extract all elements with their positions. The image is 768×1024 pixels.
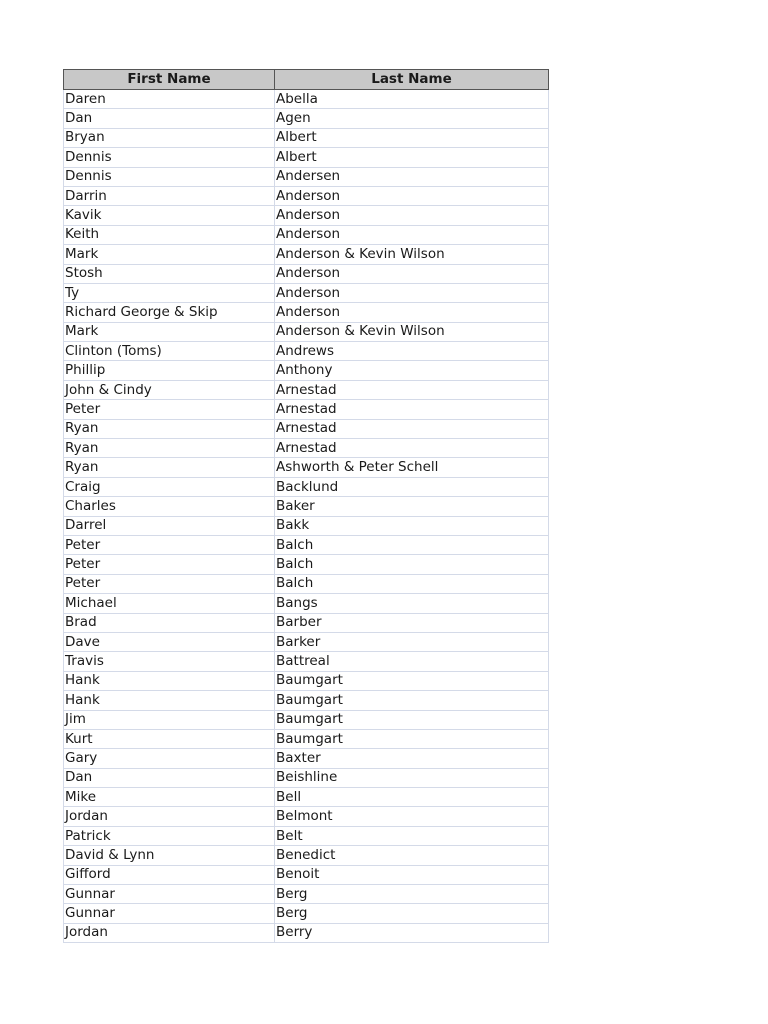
last-name-cell: Beishline xyxy=(275,768,549,787)
table-row xyxy=(64,380,549,399)
first-name-cell: Travis xyxy=(64,652,275,671)
names-table xyxy=(63,69,549,943)
last-name-cell: Baumgart xyxy=(275,691,549,710)
first-name-cell: Gifford xyxy=(64,865,275,884)
last-name-cell: Anderson & Kevin Wilson xyxy=(275,245,549,264)
table-row xyxy=(64,90,549,109)
table-row xyxy=(64,148,549,167)
first-name-cell: Ty xyxy=(64,283,275,302)
table-row xyxy=(64,167,549,186)
table-row xyxy=(64,186,549,205)
table-row xyxy=(64,807,549,826)
first-name-cell: Peter xyxy=(64,555,275,574)
last-name-cell: Baumgart xyxy=(275,729,549,748)
last-name-cell: Bakk xyxy=(275,516,549,535)
table-row xyxy=(64,574,549,593)
first-name-cell: Mark xyxy=(64,245,275,264)
table-row xyxy=(64,865,549,884)
table-row xyxy=(64,264,549,283)
last-name-cell: Anthony xyxy=(275,361,549,380)
last-name-cell: Anderson xyxy=(275,186,549,205)
table-row xyxy=(64,303,549,322)
last-name-cell: Belmont xyxy=(275,807,549,826)
last-name-cell: Belt xyxy=(275,826,549,845)
table-row xyxy=(64,729,549,748)
first-name-cell: Dan xyxy=(64,109,275,128)
first-name-cell: Daren xyxy=(64,90,275,109)
last-name-cell: Anderson xyxy=(275,303,549,322)
table-row xyxy=(64,400,549,419)
table-row xyxy=(64,225,549,244)
last-name-cell: Arnestad xyxy=(275,400,549,419)
last-name-cell: Agen xyxy=(275,109,549,128)
first-name-cell: Michael xyxy=(64,594,275,613)
table-row xyxy=(64,206,549,225)
last-name-cell: Arnestad xyxy=(275,419,549,438)
last-name-cell: Balch xyxy=(275,574,549,593)
last-name-cell: Barker xyxy=(275,632,549,651)
first-name-cell: Keith xyxy=(64,225,275,244)
first-name-cell: Ryan xyxy=(64,439,275,458)
table-row xyxy=(64,613,549,632)
first-name-cell: Dennis xyxy=(64,148,275,167)
last-name-cell: Anderson xyxy=(275,283,549,302)
table-row xyxy=(64,283,549,302)
first-name-cell: Jordan xyxy=(64,807,275,826)
last-name-cell: Berg xyxy=(275,904,549,923)
first-name-cell: Clinton (Toms) xyxy=(64,342,275,361)
first-name-cell: Bryan xyxy=(64,128,275,147)
table-header xyxy=(64,70,549,90)
table-row xyxy=(64,245,549,264)
first-name-cell: John & Cindy xyxy=(64,380,275,399)
first-name-cell: Charles xyxy=(64,497,275,516)
last-name-cell: Benedict xyxy=(275,846,549,865)
last-name-cell: Anderson xyxy=(275,206,549,225)
table-row xyxy=(64,477,549,496)
last-name-cell: Balch xyxy=(275,535,549,554)
table-row xyxy=(64,128,549,147)
table-row xyxy=(64,826,549,845)
table-row xyxy=(64,516,549,535)
table-row xyxy=(64,594,549,613)
last-name-cell: Balch xyxy=(275,555,549,574)
last-name-cell: Ashworth & Peter Schell xyxy=(275,458,549,477)
last-name-cell: Backlund xyxy=(275,477,549,496)
first-name-header: First Name xyxy=(64,70,275,90)
last-name-cell: Albert xyxy=(275,148,549,167)
last-name-cell: Barber xyxy=(275,613,549,632)
first-name-cell: Peter xyxy=(64,574,275,593)
last-name-cell: Arnestad xyxy=(275,380,549,399)
table-row xyxy=(64,885,549,904)
first-name-cell: Ryan xyxy=(64,458,275,477)
table-row xyxy=(64,768,549,787)
table-row xyxy=(64,652,549,671)
first-name-cell: Craig xyxy=(64,477,275,496)
last-name-cell: Bangs xyxy=(275,594,549,613)
table-row xyxy=(64,710,549,729)
last-name-cell: Anderson xyxy=(275,264,549,283)
first-name-cell: Dan xyxy=(64,768,275,787)
last-name-cell: Battreal xyxy=(275,652,549,671)
first-name-cell: Mike xyxy=(64,788,275,807)
first-name-cell: Hank xyxy=(64,671,275,690)
last-name-cell: Anderson & Kevin Wilson xyxy=(275,322,549,341)
first-name-cell: Kurt xyxy=(64,729,275,748)
last-name-cell: Baker xyxy=(275,497,549,516)
header-row xyxy=(64,70,549,90)
first-name-cell: Dave xyxy=(64,632,275,651)
last-name-cell: Berg xyxy=(275,885,549,904)
first-name-cell: Stosh xyxy=(64,264,275,283)
table-row xyxy=(64,439,549,458)
table-row xyxy=(64,632,549,651)
table-row xyxy=(64,691,549,710)
table-row xyxy=(64,555,549,574)
table-body xyxy=(64,90,549,943)
first-name-cell: Ryan xyxy=(64,419,275,438)
table-row xyxy=(64,904,549,923)
table-row xyxy=(64,671,549,690)
last-name-cell: Arnestad xyxy=(275,439,549,458)
table-row xyxy=(64,342,549,361)
table-row xyxy=(64,788,549,807)
first-name-cell: Brad xyxy=(64,613,275,632)
last-name-cell: Baumgart xyxy=(275,671,549,690)
table-row xyxy=(64,458,549,477)
last-name-cell: Andersen xyxy=(275,167,549,186)
first-name-cell: Darrin xyxy=(64,186,275,205)
first-name-cell: Kavik xyxy=(64,206,275,225)
first-name-cell: Richard George & Skip xyxy=(64,303,275,322)
first-name-cell: Hank xyxy=(64,691,275,710)
table-row xyxy=(64,109,549,128)
first-name-cell: Peter xyxy=(64,400,275,419)
last-name-cell: Anderson xyxy=(275,225,549,244)
last-name-cell: Benoit xyxy=(275,865,549,884)
table-row xyxy=(64,322,549,341)
last-name-cell: Berry xyxy=(275,923,549,942)
table-row xyxy=(64,419,549,438)
last-name-header: Last Name xyxy=(275,70,549,90)
table-row xyxy=(64,846,549,865)
first-name-cell: Jim xyxy=(64,710,275,729)
first-name-cell: Mark xyxy=(64,322,275,341)
table-row xyxy=(64,923,549,942)
first-name-cell: Peter xyxy=(64,535,275,554)
last-name-cell: Bell xyxy=(275,788,549,807)
last-name-cell: Albert xyxy=(275,128,549,147)
first-name-cell: Gunnar xyxy=(64,885,275,904)
last-name-cell: Baxter xyxy=(275,749,549,768)
first-name-cell: Dennis xyxy=(64,167,275,186)
table-row xyxy=(64,361,549,380)
first-name-cell: Phillip xyxy=(64,361,275,380)
last-name-cell: Andrews xyxy=(275,342,549,361)
table-row xyxy=(64,749,549,768)
first-name-cell: Darrel xyxy=(64,516,275,535)
first-name-cell: Patrick xyxy=(64,826,275,845)
table-row xyxy=(64,497,549,516)
first-name-cell: Jordan xyxy=(64,923,275,942)
table-row xyxy=(64,535,549,554)
first-name-cell: Gunnar xyxy=(64,904,275,923)
last-name-cell: Abella xyxy=(275,90,549,109)
last-name-cell: Baumgart xyxy=(275,710,549,729)
first-name-cell: Gary xyxy=(64,749,275,768)
first-name-cell: David & Lynn xyxy=(64,846,275,865)
